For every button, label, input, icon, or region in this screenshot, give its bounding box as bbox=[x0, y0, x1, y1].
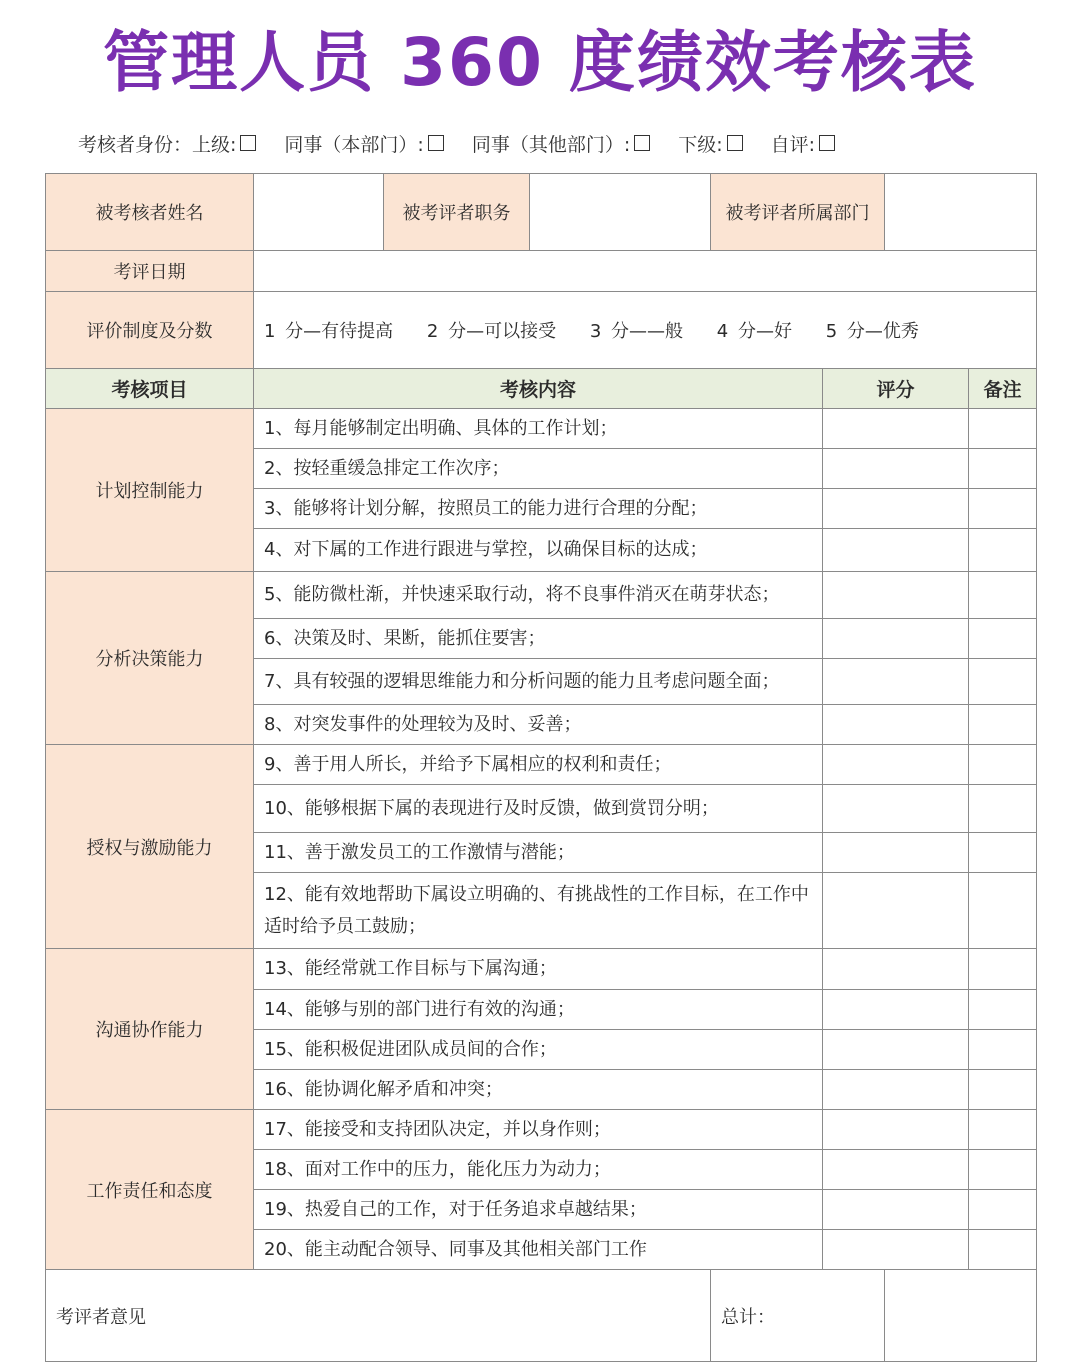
remark-cell[interactable] bbox=[969, 833, 1037, 873]
remark-cell[interactable] bbox=[969, 572, 1037, 619]
score-cell[interactable] bbox=[823, 572, 969, 619]
role-option-colleague-other-dept[interactable]: 同事（其他部门）: bbox=[472, 130, 650, 160]
total-field[interactable] bbox=[885, 1270, 1037, 1362]
criterion-text: 17、能接受和支持团队决定，并以身作则； bbox=[254, 1110, 823, 1150]
score-cell[interactable] bbox=[823, 489, 969, 529]
category-label: 分析决策能力 bbox=[46, 572, 254, 745]
scale-item: 1 分—有待提高 bbox=[264, 321, 394, 342]
remark-cell[interactable] bbox=[969, 409, 1037, 449]
remark-cell[interactable] bbox=[969, 1030, 1037, 1070]
score-cell[interactable] bbox=[823, 409, 969, 449]
table-row bbox=[46, 1110, 1037, 1150]
score-cell[interactable] bbox=[823, 745, 969, 785]
scale-description bbox=[254, 292, 1037, 369]
criterion-text: 1、每月能够制定出明确、具体的工作计划； bbox=[254, 409, 823, 449]
table-row bbox=[46, 745, 1037, 785]
role-option-self[interactable]: 自评: bbox=[771, 130, 835, 160]
criterion-text: 7、具有较强的逻辑思维能力和分析问题的能力且考虑问题全面； bbox=[254, 659, 823, 705]
criterion-text: 8、对突发事件的处理较为及时、妥善； bbox=[254, 705, 823, 745]
score-cell[interactable] bbox=[823, 990, 969, 1030]
role-option-subordinate[interactable]: 下级: bbox=[678, 130, 742, 160]
criterion-text: 12、能有效地帮助下属设立明确的、有挑战性的工作目标，在工作中适时给予员工鼓励； bbox=[254, 873, 823, 949]
score-cell[interactable] bbox=[823, 1070, 969, 1110]
position-field[interactable] bbox=[530, 174, 711, 251]
remark-cell[interactable] bbox=[969, 990, 1037, 1030]
score-cell[interactable] bbox=[823, 529, 969, 572]
page-title: 管理人员 360 度绩效考核表 bbox=[103, 24, 977, 101]
criterion-text: 3、能够将计划分解，按照员工的能力进行合理的分配； bbox=[254, 489, 823, 529]
score-cell[interactable] bbox=[823, 659, 969, 705]
remark-cell[interactable] bbox=[969, 529, 1037, 572]
score-cell[interactable] bbox=[823, 873, 969, 949]
info-row-date bbox=[46, 251, 1037, 292]
table-row bbox=[46, 949, 1037, 990]
header-item: 考核项目 bbox=[46, 369, 254, 409]
criterion-text: 16、能协调化解矛盾和冲突； bbox=[254, 1070, 823, 1110]
remark-cell[interactable] bbox=[969, 1110, 1037, 1150]
score-cell[interactable] bbox=[823, 1230, 969, 1270]
table-row bbox=[46, 409, 1037, 449]
score-cell[interactable] bbox=[823, 1190, 969, 1230]
remark-cell[interactable] bbox=[969, 449, 1037, 489]
category-label: 工作责任和态度 bbox=[46, 1110, 254, 1270]
score-cell[interactable] bbox=[823, 1150, 969, 1190]
score-cell[interactable] bbox=[823, 449, 969, 489]
header-score: 评分 bbox=[823, 369, 969, 409]
opinion-label[interactable]: 考评者意见 bbox=[46, 1270, 711, 1362]
scale-item: 2 分—可以接受 bbox=[426, 321, 557, 342]
header-row bbox=[46, 369, 1037, 409]
remark-cell[interactable] bbox=[969, 785, 1037, 833]
role-option-colleague-same-dept[interactable]: 同事（本部门）: bbox=[284, 130, 443, 160]
criterion-text: 10、能够根据下属的表现进行及时反馈，做到赏罚分明； bbox=[254, 785, 823, 833]
category-label: 沟通协作能力 bbox=[46, 949, 254, 1110]
department-label: 被考评者所属部门 bbox=[711, 174, 885, 251]
score-cell[interactable] bbox=[823, 705, 969, 745]
date-field[interactable] bbox=[254, 251, 1037, 292]
remark-cell[interactable] bbox=[969, 659, 1037, 705]
appraisal-table bbox=[45, 173, 1037, 1362]
criterion-text: 19、热爱自己的工作，对于任务追求卓越结果； bbox=[254, 1190, 823, 1230]
evaluator-role-row bbox=[78, 130, 863, 160]
department-field[interactable] bbox=[885, 174, 1037, 251]
category-label: 计划控制能力 bbox=[46, 409, 254, 572]
scale-label: 评价制度及分数 bbox=[46, 292, 254, 369]
criterion-text: 13、能经常就工作目标与下属沟通； bbox=[254, 949, 823, 990]
criterion-text: 11、善于激发员工的工作激情与潜能； bbox=[254, 833, 823, 873]
checkbox-icon[interactable] bbox=[819, 135, 835, 151]
info-row-scale bbox=[46, 292, 1037, 369]
criterion-text: 20、能主动配合领导、同事及其他相关部门工作 bbox=[254, 1230, 823, 1270]
total-label: 总计： bbox=[711, 1270, 885, 1362]
scale-item: 5 分—优秀 bbox=[825, 321, 919, 342]
role-option-superior[interactable]: 上级: bbox=[192, 130, 256, 160]
scale-item: 3 分——般 bbox=[589, 321, 684, 342]
criterion-text: 4、对下属的工作进行跟进与掌控，以确保目标的达成； bbox=[254, 529, 823, 572]
criterion-text: 18、面对工作中的压力，能化压力为动力； bbox=[254, 1150, 823, 1190]
score-cell[interactable] bbox=[823, 1110, 969, 1150]
footer-row bbox=[46, 1270, 1037, 1362]
table-row bbox=[46, 572, 1037, 619]
checkbox-icon[interactable] bbox=[240, 135, 256, 151]
criterion-text: 9、善于用人所长，并给予下属相应的权利和责任； bbox=[254, 745, 823, 785]
score-cell[interactable] bbox=[823, 1030, 969, 1070]
remark-cell[interactable] bbox=[969, 489, 1037, 529]
remark-cell[interactable] bbox=[969, 873, 1037, 949]
checkbox-icon[interactable] bbox=[634, 135, 650, 151]
criterion-text: 15、能积极促进团队成员间的合作； bbox=[254, 1030, 823, 1070]
remark-cell[interactable] bbox=[969, 705, 1037, 745]
scale-item: 4 分—好 bbox=[716, 321, 792, 342]
remark-cell[interactable] bbox=[969, 1190, 1037, 1230]
criterion-text: 6、决策及时、果断，能抓住要害； bbox=[254, 619, 823, 659]
remark-cell[interactable] bbox=[969, 745, 1037, 785]
name-field[interactable] bbox=[254, 174, 384, 251]
score-cell[interactable] bbox=[823, 619, 969, 659]
score-cell[interactable] bbox=[823, 949, 969, 990]
score-cell[interactable] bbox=[823, 833, 969, 873]
header-remark: 备注 bbox=[969, 369, 1037, 409]
remark-cell[interactable] bbox=[969, 1150, 1037, 1190]
header-content: 考核内容 bbox=[254, 369, 823, 409]
criterion-text: 5、能防微杜渐，并快速采取行动，将不良事件消灭在萌芽状态； bbox=[254, 572, 823, 619]
checkbox-icon[interactable] bbox=[428, 135, 444, 151]
remark-cell[interactable] bbox=[969, 619, 1037, 659]
criterion-text: 2、按轻重缓急排定工作次序； bbox=[254, 449, 823, 489]
remark-cell[interactable] bbox=[969, 1070, 1037, 1110]
category-label: 授权与激励能力 bbox=[46, 745, 254, 949]
checkbox-icon[interactable] bbox=[727, 135, 743, 151]
remark-cell[interactable] bbox=[969, 949, 1037, 990]
position-label: 被考评者职务 bbox=[384, 174, 530, 251]
score-cell[interactable] bbox=[823, 785, 969, 833]
name-label: 被考核者姓名 bbox=[46, 174, 254, 251]
criterion-text: 14、能够与别的部门进行有效的沟通； bbox=[254, 990, 823, 1030]
role-prefix: 考核者身份： bbox=[78, 134, 193, 156]
remark-cell[interactable] bbox=[969, 1230, 1037, 1270]
info-row-name bbox=[46, 174, 1037, 251]
date-label: 考评日期 bbox=[46, 251, 254, 292]
